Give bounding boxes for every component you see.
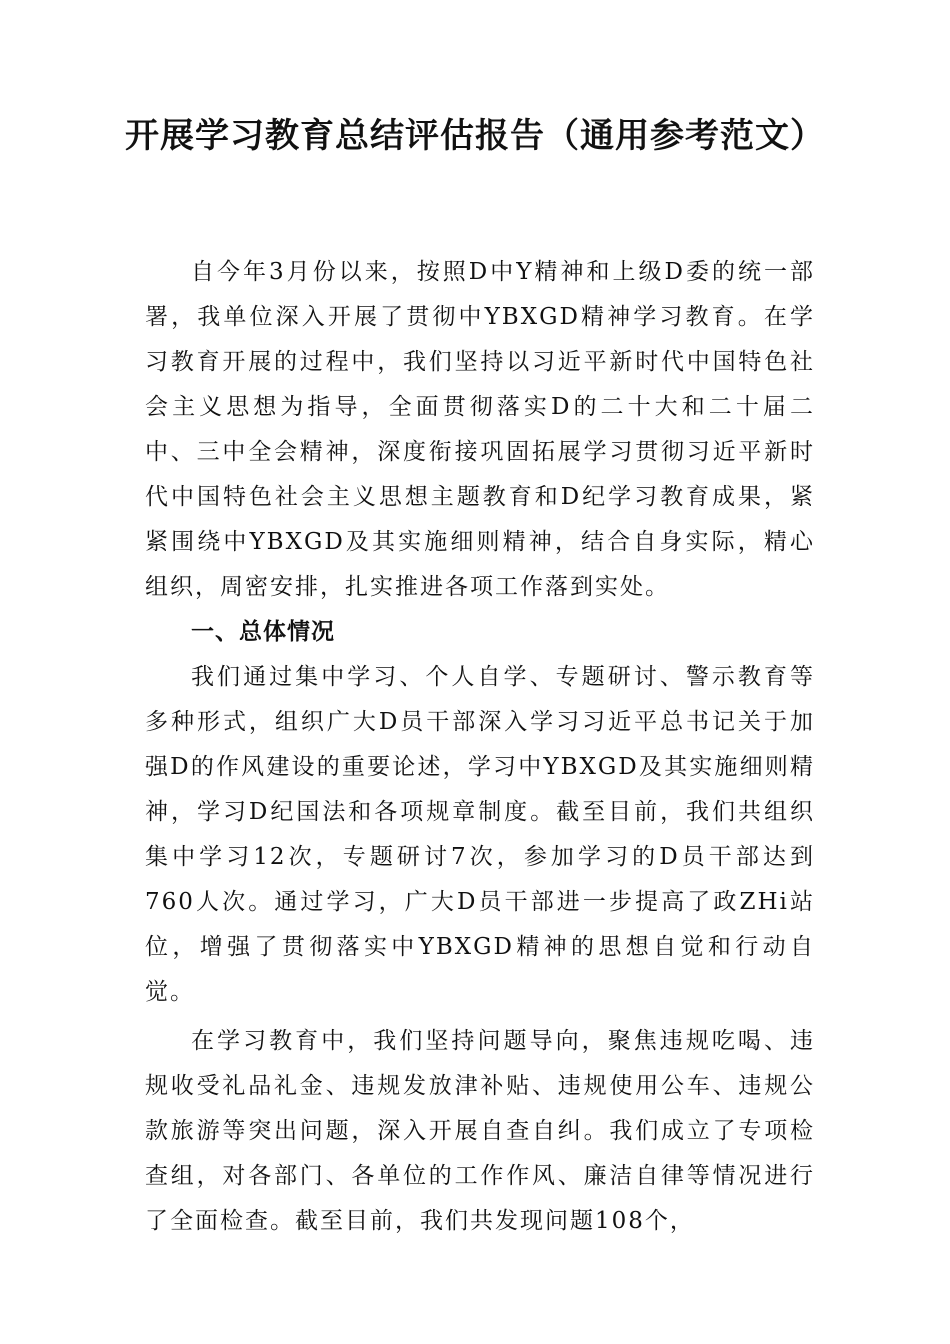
document-title: 开展学习教育总结评估报告（通用参考范文） — [125, 116, 825, 156]
body-paragraph-study: 我们通过集中学习、个人自学、专题研讨、警示教育等多种形式，组织广大D员干部深入学习习近平总书记关于加强D的作风建设的重要论述，学习中YBXGD及其实施细则精神，学习D纪国法和各项规章制度。截至目前，我们共组织集中学习12次，专题研讨7次，参加学习的D员干部达到760人次。通过学习，广大D员干部进一步提高了政ZHi站位，增强了贯彻落实中YBXGD精神的思想自觉和行动自觉。 — [145, 664, 815, 1005]
intro-paragraph: 自今年3月份以来，按照D中Y精神和上级D委的统一部署，我单位深入开展了贯彻中YBXGD精神学习教育。在学习教育开展的过程中，我们坚持以习近平新时代中国特色社会主义思想为指导，全面贯彻落实D的二十大和二十届二中、三中全会精神，深度衔接巩固拓展学习贯彻习近平新时代中国特色社会主义思想主题教育和D纪学习教育成果，紧紧围绕中YBXGD及其实施细则精神，结合自身实际，精心组织，周密安排，扎实推进各项工作落到实处。 — [145, 259, 815, 600]
section-heading-overall: 一、总体情况 — [191, 619, 335, 645]
body-paragraph-inspection: 在学习教育中，我们坚持问题导向，聚焦违规吃喝、违规收受礼品礼金、违规发放津补贴、违规使用公车、违规公款旅游等突出问题，深入开展自查自纠。我们成立了专项检查组，对各部门、各单位的工作作风、廉洁自律等情况进行了全面检查。截至目前，我们共发现问题108个， — [145, 1028, 815, 1234]
document-body — [145, 250, 815, 1244]
